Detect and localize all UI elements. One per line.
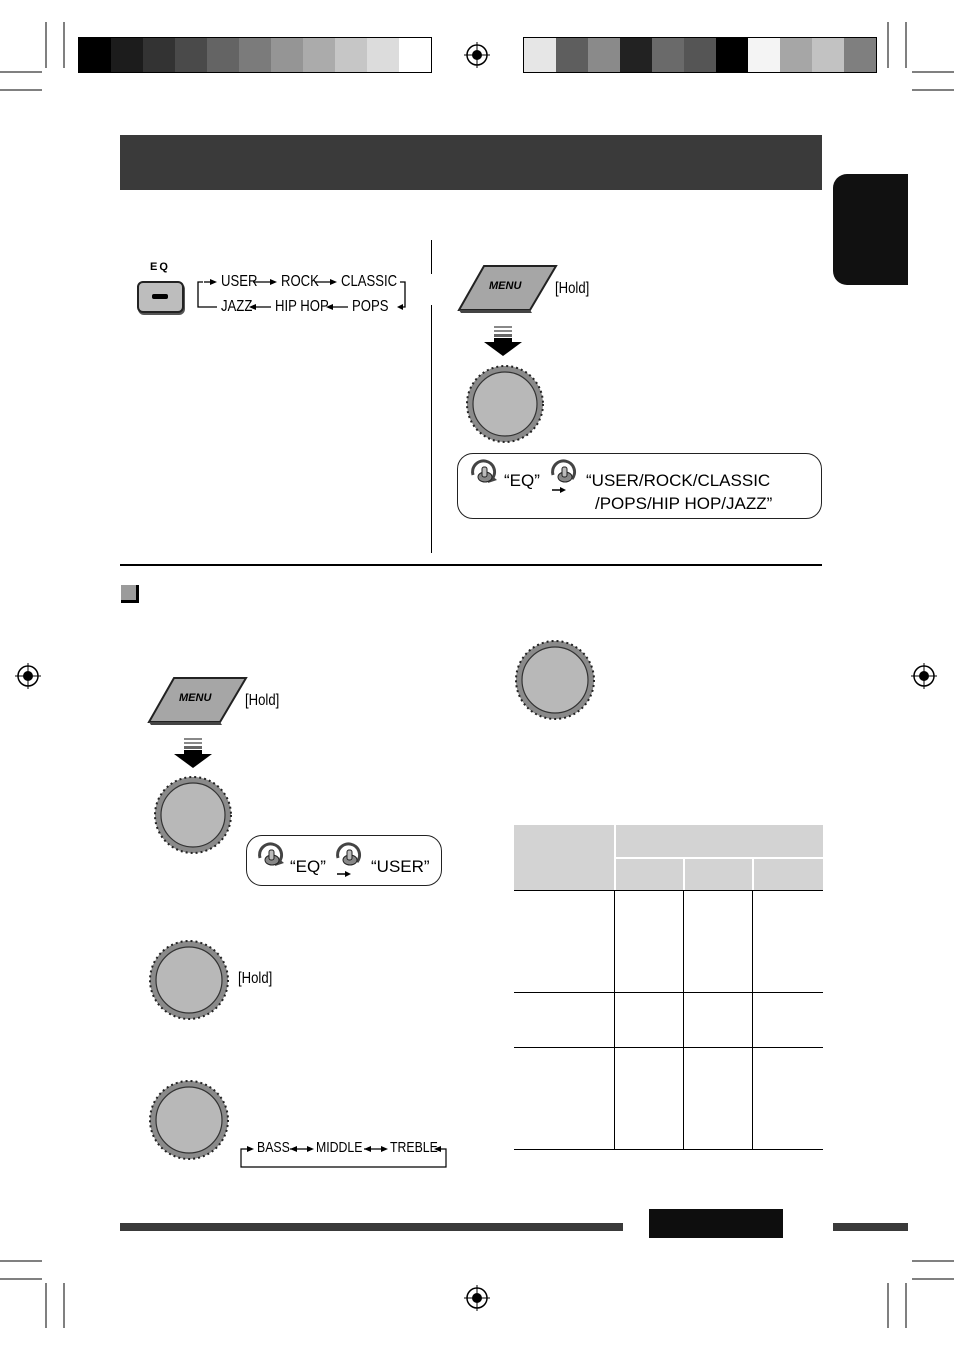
calibration-swatch bbox=[556, 38, 588, 72]
column-divider bbox=[431, 305, 432, 553]
menu-button[interactable] bbox=[456, 264, 560, 314]
menu-button-label: MENU bbox=[179, 692, 212, 704]
calibration-swatch bbox=[524, 38, 556, 72]
table-header-corner bbox=[514, 825, 614, 890]
selection-eq-label: “EQ” bbox=[504, 471, 540, 490]
calibration-swatch bbox=[335, 38, 367, 72]
hold-label: [Hold] bbox=[245, 692, 280, 709]
tone-treble: TREBLE bbox=[390, 1139, 438, 1156]
eq-button[interactable] bbox=[137, 281, 184, 313]
eq-cycle-diagram bbox=[195, 270, 415, 318]
calibration-swatch bbox=[175, 38, 207, 72]
control-dial[interactable] bbox=[148, 939, 230, 1021]
registration-target-icon bbox=[15, 663, 41, 689]
calibration-swatch bbox=[399, 38, 431, 72]
dial-turn-icon bbox=[255, 842, 289, 872]
registration-target-icon bbox=[911, 663, 937, 689]
calibration-swatch bbox=[111, 38, 143, 72]
selection-presets-line1: “USER/ROCK/CLASSIC bbox=[586, 471, 771, 490]
page-number-box bbox=[649, 1209, 783, 1238]
footer-bar-left bbox=[120, 1223, 623, 1231]
menu-button-label: MENU bbox=[489, 280, 522, 292]
calibration-swatch bbox=[620, 38, 652, 72]
table-header-group bbox=[616, 825, 823, 857]
menu-button[interactable] bbox=[146, 676, 250, 726]
down-arrow-icon bbox=[484, 326, 522, 358]
tone-bass: BASS bbox=[257, 1139, 290, 1156]
table-col-divider bbox=[683, 890, 684, 1150]
down-arrow-icon bbox=[174, 738, 212, 770]
selection-sequence-box bbox=[246, 835, 442, 886]
control-dial[interactable] bbox=[465, 364, 545, 444]
section-header-bar bbox=[120, 135, 822, 190]
calibration-strip-left bbox=[78, 37, 432, 73]
selection-user-label: “USER” bbox=[371, 857, 430, 876]
calibration-swatch bbox=[207, 38, 239, 72]
eq-preset-pops: POPS bbox=[352, 298, 389, 315]
table-header-col2 bbox=[685, 859, 752, 890]
calibration-swatch bbox=[748, 38, 780, 72]
footer-bar-right bbox=[833, 1223, 908, 1231]
calibration-strip-right bbox=[523, 37, 877, 73]
calibration-swatch bbox=[652, 38, 684, 72]
eq-button-label: EQ bbox=[150, 261, 170, 273]
calibration-swatch bbox=[367, 38, 399, 72]
section-divider bbox=[120, 564, 822, 566]
calibration-swatch bbox=[780, 38, 812, 72]
calibration-swatch bbox=[844, 38, 876, 72]
subsection-marker bbox=[121, 585, 139, 603]
calibration-swatch bbox=[271, 38, 303, 72]
calibration-swatch bbox=[239, 38, 271, 72]
table-row-divider bbox=[514, 1047, 823, 1048]
hold-label: [Hold] bbox=[238, 970, 273, 987]
selection-eq-label: “EQ” bbox=[290, 857, 326, 876]
table-header-col3 bbox=[754, 859, 823, 890]
control-dial[interactable] bbox=[148, 1079, 230, 1161]
tone-cycle-diagram bbox=[238, 1138, 450, 1170]
calibration-swatch bbox=[303, 38, 335, 72]
table-row-divider bbox=[514, 1149, 823, 1150]
eq-preset-user: USER bbox=[221, 273, 258, 290]
language-side-tab bbox=[833, 174, 908, 285]
registration-target-icon bbox=[464, 42, 490, 68]
calibration-swatch bbox=[79, 38, 111, 72]
dial-turn-icon bbox=[468, 459, 502, 489]
calibration-swatch bbox=[588, 38, 620, 72]
table-col-divider bbox=[752, 890, 753, 1150]
eq-preset-hiphop: HIP HOP bbox=[275, 298, 329, 315]
control-dial[interactable] bbox=[514, 639, 596, 721]
control-dial[interactable] bbox=[153, 775, 233, 855]
selection-presets-line2: /POPS/HIP HOP/JAZZ” bbox=[595, 494, 773, 513]
registration-target-icon bbox=[464, 1285, 490, 1311]
column-divider bbox=[431, 240, 432, 274]
dial-press-icon bbox=[333, 842, 367, 878]
eq-preset-rock: ROCK bbox=[281, 273, 319, 290]
eq-preset-jazz: JAZZ bbox=[221, 298, 253, 315]
settings-table bbox=[514, 825, 823, 1151]
dial-press-icon bbox=[548, 459, 582, 493]
hold-label: [Hold] bbox=[555, 280, 590, 297]
calibration-swatch bbox=[812, 38, 844, 72]
table-row-divider bbox=[514, 992, 823, 993]
table-row-divider bbox=[514, 890, 823, 891]
table-header-col1 bbox=[616, 859, 683, 890]
calibration-swatch bbox=[143, 38, 175, 72]
eq-preset-classic: CLASSIC bbox=[341, 273, 398, 290]
tone-middle: MIDDLE bbox=[316, 1139, 363, 1156]
table-col-divider bbox=[614, 890, 615, 1150]
selection-sequence-box bbox=[457, 453, 822, 519]
calibration-swatch bbox=[716, 38, 748, 72]
calibration-swatch bbox=[684, 38, 716, 72]
